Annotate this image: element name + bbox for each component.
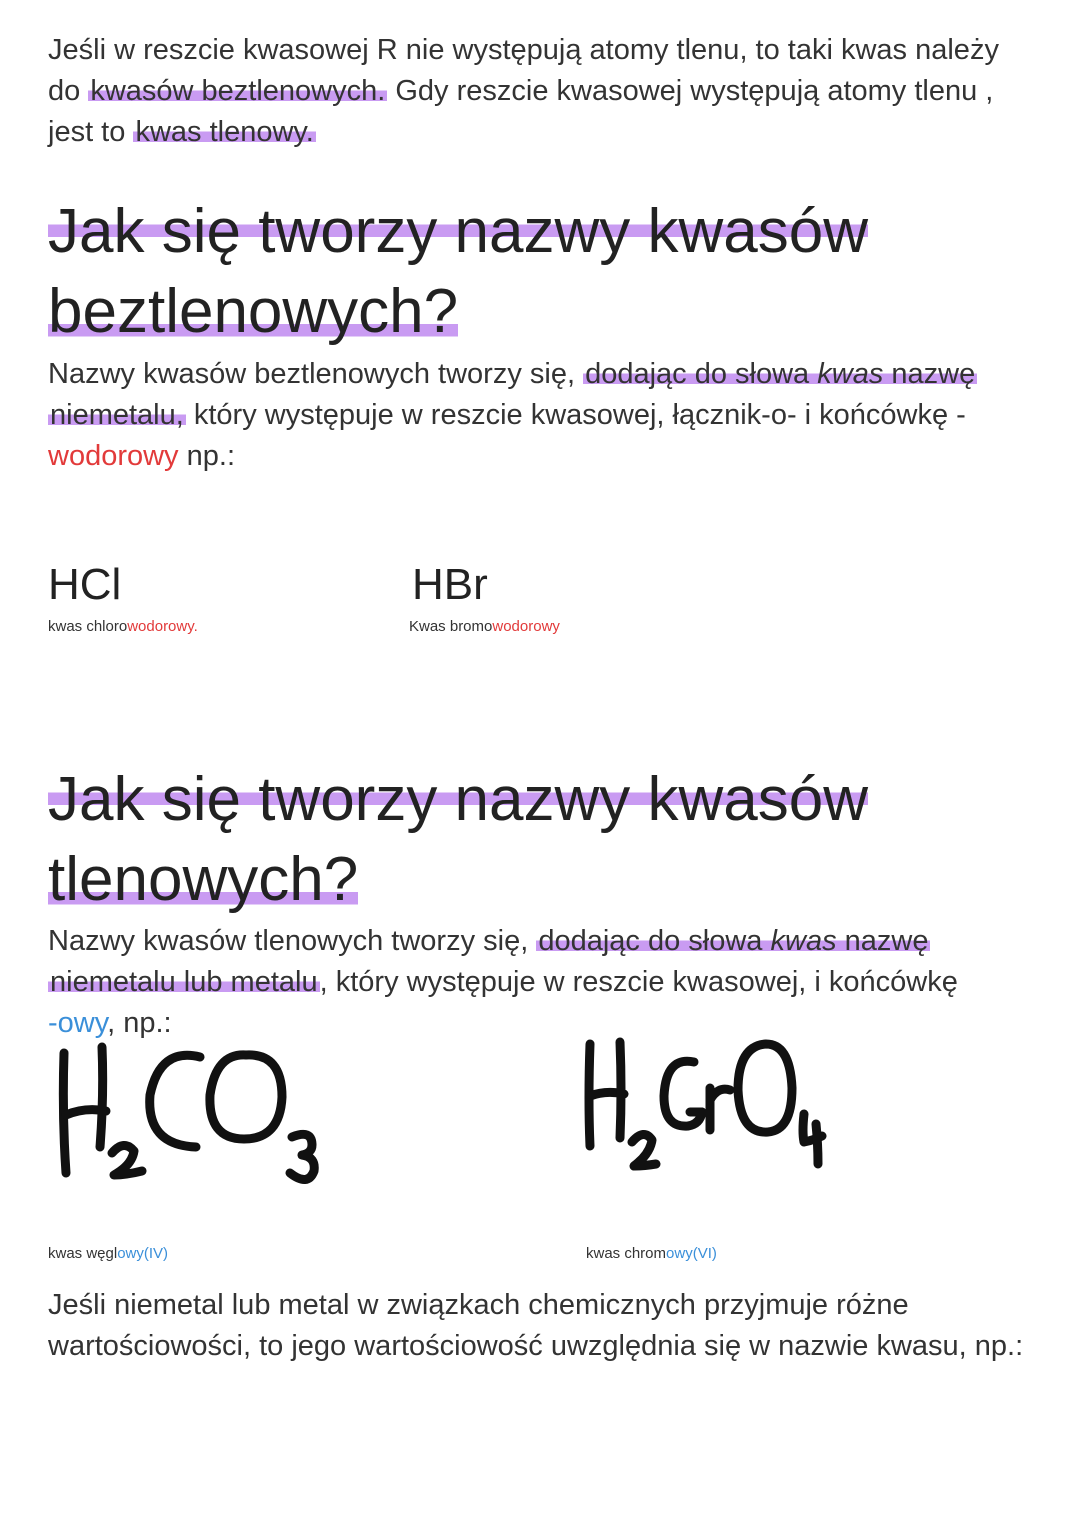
handwritten-formula-h2cro4: [578, 1030, 838, 1180]
suffix-wodorowy: wodorowy: [48, 440, 179, 472]
intro-text-2: Gdy reszcie kwasowej występują atomy tlenu , jest to: [48, 75, 994, 148]
section1-text-3: np.:: [186, 440, 235, 472]
section1-highlight: dodając do słowa kwas nazwę niemetalu,: [50, 358, 976, 431]
caption-hbr: Kwas bromowodorowy: [409, 618, 560, 635]
section2-heading: [48, 760, 868, 920]
section2-heading-line2: tlenowych?: [48, 845, 359, 914]
section1-paragraph: [48, 354, 1038, 477]
highlight-kwasy-beztlenowe: kwasów beztlenowych.: [90, 75, 386, 107]
section1-text-1: Nazwy kwasów beztlenowych tworzy się,: [48, 358, 576, 390]
caption-hcl: kwas chlorowodorowy.: [48, 618, 198, 635]
highlight-kwas-tlenowy: kwas tlenowy.: [135, 116, 314, 148]
section2-heading-line1: Jak się tworzy nazwy kwasów: [48, 765, 869, 834]
section2-text-3: , np.:: [107, 1007, 172, 1039]
caption-h2co3: kwas węglowy(IV): [48, 1245, 169, 1262]
formula-hbr: HBr: [412, 560, 488, 609]
caption-h2cro4: kwas chromowy(VI): [586, 1245, 717, 1262]
handwritten-formula-h2co3: [50, 1035, 330, 1185]
italic-kwas: kwas: [770, 925, 837, 957]
section1-heading-line2: beztlenowych?: [48, 277, 459, 346]
suffix-owy: -owy: [48, 1007, 108, 1039]
section1-heading-line1: Jak się tworzy nazwy kwasów: [48, 197, 869, 266]
intro-paragraph: [48, 30, 1038, 153]
outro-paragraph: Jeśli niemetal lub metal w związkach chemicznych przyjmuje różne wartościowości, to jego wartościowość uwzględnia się w nazwie kwasu, np.:: [48, 1289, 1024, 1362]
section1-text-2: który występuje w reszcie kwasowej, łącznik-o- i końcówkę -: [193, 399, 966, 431]
formula-hcl: HCl: [48, 560, 122, 609]
italic-kwas: kwas: [817, 358, 884, 390]
section2-paragraph: [48, 921, 1038, 1044]
intro-text-1: Jeśli w reszcie kwasowej R nie występują atomy tlenu, to taki kwas należy do: [48, 34, 999, 107]
section2-highlight: dodając do słowa kwas nazwę niemetalu lub metalu: [50, 925, 929, 998]
section2-text-1: Nazwy kwasów tlenowych tworzy się,: [48, 925, 529, 957]
section1-heading: [48, 192, 868, 352]
section2-text-2: , który występuje w reszcie kwasowej, i końcówkę: [319, 966, 958, 998]
